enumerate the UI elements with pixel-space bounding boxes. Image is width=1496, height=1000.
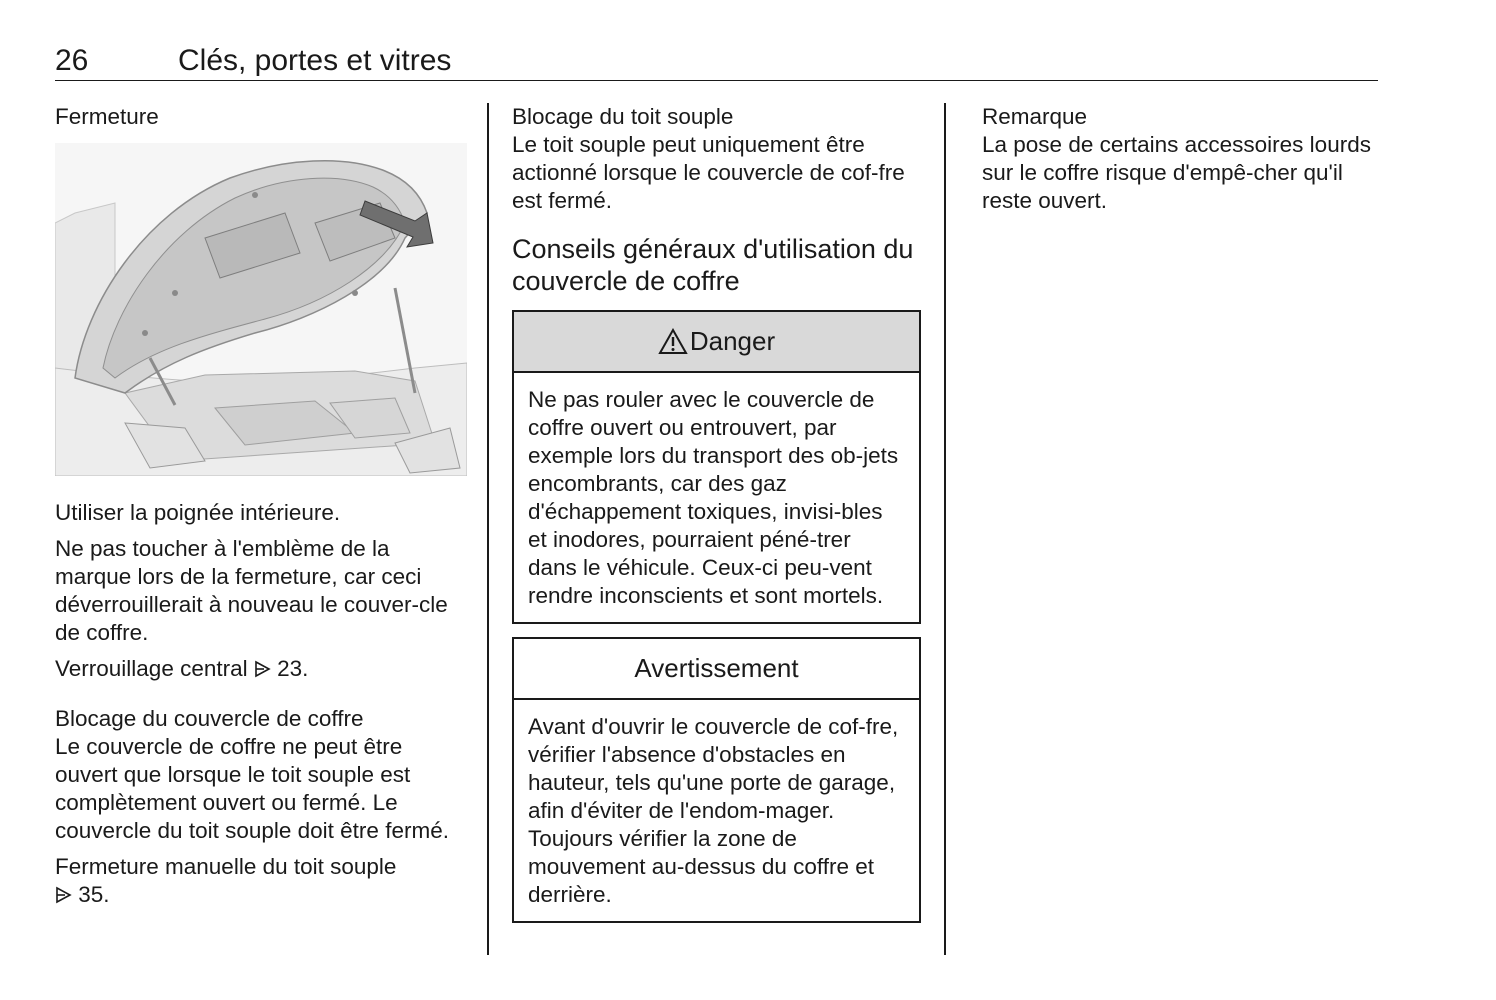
danger-box-title [514,312,919,373]
avertissement-title: Avertissement [514,639,919,700]
heading-blocage-couvercle: Blocage du couvercle de coffre [55,706,364,731]
danger-box [512,310,921,624]
fermeture-manuelle-page-ref[interactable]: 35. [78,882,110,907]
paragraph-verrouillage [55,655,467,683]
paragraph-embleme: Ne pas toucher à l'emblème de la marque lors de la fermeture, car ceci déverrouillerait à nouveau le couver-cle de coffre. [55,536,448,645]
paragraph-poignee: Utiliser la poignée intérieure. [55,500,341,525]
danger-text: Ne pas rouler avec le couvercle de coffre ouvert ou entrouvert, par exemple lors du transport des ob-jets encombrants, car des gaz d'échappement toxiques, invisi-bles et inodores, pourraient péné-trer dans le véhicule. Ceux-ci peu-vent rendre inconscients et sont mortels. [528,387,899,608]
paragraph-remarque: La pose de certains accessoires lourds sur le coffre risque d'empê-cher qu'il reste ouvert. [982,132,1371,213]
warning-triangle-icon [658,328,688,355]
paragraph-fermeture-manuelle [55,853,467,909]
arrow-right-icon [254,660,271,678]
column-right [982,103,1377,215]
column-middle [512,103,922,923]
car-trunk-lid-open-illustration [55,143,467,476]
paragraph-blocage-couvercle: Le couvercle de coffre ne peut être ouvert que lorsque le toit souple est complètement ouvert ou fermé. Le couvercle du toit souple doit être fermé. [55,734,449,843]
paragraph-blocage-toit: Le toit souple peut uniquement être actionné lorsque le couvercle de cof-fre est fermé. [512,132,905,213]
column-divider [944,103,946,955]
avertissement-text: Avant d'ouvrir le couvercle de cof-fre, vérifier l'absence d'obstacles en hauteur, tels qu'une porte de garage, afin d'éviter de l'endom-mager. Toujours vérifier la zone de mouvement au-dessus du coffre et derrière. [528,714,899,907]
arrow-right-icon [55,886,72,904]
section-title: Clés, portes et vitres [178,44,452,77]
page-number: 26 [55,44,89,77]
heading-remarque: Remarque [982,104,1088,129]
heading-conseils: Conseils généraux d'utilisation du couvercle de coffre [512,234,914,296]
heading-fermeture: Fermeture [55,104,159,129]
verrouillage-text: Verrouillage central [55,656,248,681]
column-left [55,103,467,909]
page-header [55,42,1378,81]
heading-blocage-toit: Blocage du toit souple [512,104,734,129]
column-divider [487,103,489,955]
avertissement-box [512,637,921,923]
fermeture-manuelle-text: Fermeture manuelle du toit souple [55,854,397,879]
danger-title: Danger [689,326,776,356]
verrouillage-page-ref[interactable]: 23. [277,656,309,681]
